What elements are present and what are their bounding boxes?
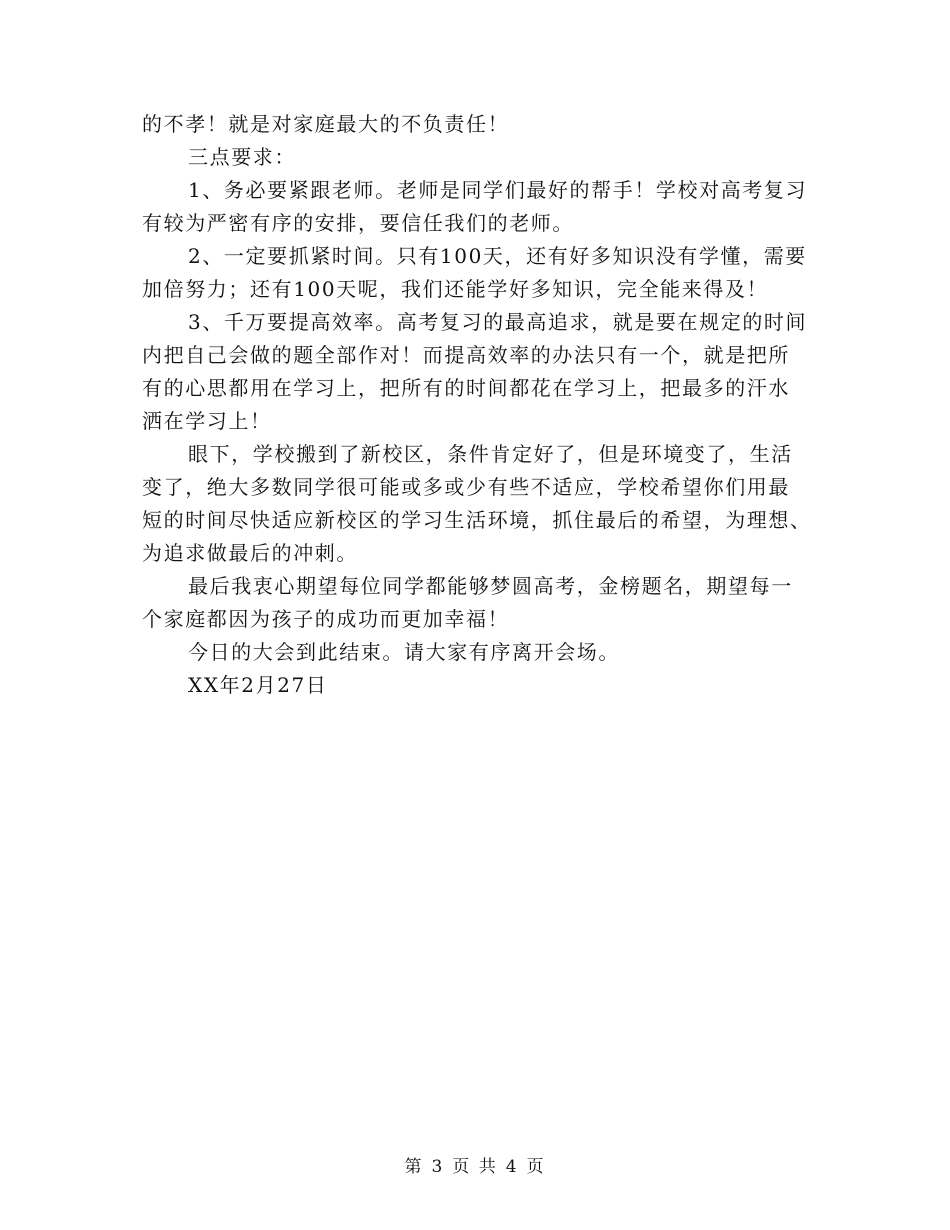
text-line: 今日的大会到此结束。请大家有序离开会场。 — [188, 640, 620, 664]
text-line: 变了，绝大多数同学很可能或多或少有些不适应，学校希望你们用最 — [142, 475, 790, 499]
text-line: 有较为严密有序的安排，要信任我们的老师。 — [142, 211, 574, 235]
text-line: 为追求做最后的冲刺。 — [142, 541, 358, 565]
text-line: 的不孝！就是对家庭最大的不负责任！ — [142, 112, 510, 136]
text-line: 加倍努力；还有100天呢，我们还能学好多知识，完全能来得及！ — [142, 277, 769, 301]
text-line: 洒在学习上！ — [142, 409, 272, 433]
text-line: 三点要求： — [188, 145, 296, 169]
text-line: 2、一定要抓紧时间。只有100天，还有好多知识没有学懂，需要 — [188, 244, 807, 268]
text-line: 个家庭都因为孩子的成功而更加幸福！ — [142, 607, 510, 631]
text-line: 最后我衷心期望每位同学都能够梦圆高考，金榜题名，期望每一 — [188, 574, 793, 598]
page-label-prefix: 第 — [404, 1157, 424, 1177]
total-pages-number: 4 — [505, 1157, 519, 1177]
text-line: 1、务必要紧跟老师。老师是同学们最好的帮手！学校对高考复习 — [188, 178, 808, 202]
text-line: 短的时间尽快适应新校区的学习生活环境，抓住最后的希望，为理想、 — [142, 508, 812, 532]
date-line: XX年2月27日 — [188, 673, 328, 697]
text-line: 3、千万要提高效率。高考复习的最高追求，就是要在规定的时间 — [188, 310, 808, 334]
text-line: 有的心思都用在学习上，把所有的时间都花在学习上，把最多的汗水 — [142, 376, 790, 400]
text-line: 内把自己会做的题全部作对！而提高效率的办法只有一个，就是把所 — [142, 343, 790, 367]
text-line: 眼下，学校搬到了新校区，条件肯定好了，但是环境变了，生活 — [188, 442, 793, 466]
current-page-number: 3 — [431, 1157, 445, 1177]
page-label-suffix: 页 — [526, 1157, 546, 1177]
page-footer — [0, 1152, 950, 1177]
page-label-mid: 页 共 — [452, 1157, 498, 1177]
document-body — [142, 108, 812, 702]
